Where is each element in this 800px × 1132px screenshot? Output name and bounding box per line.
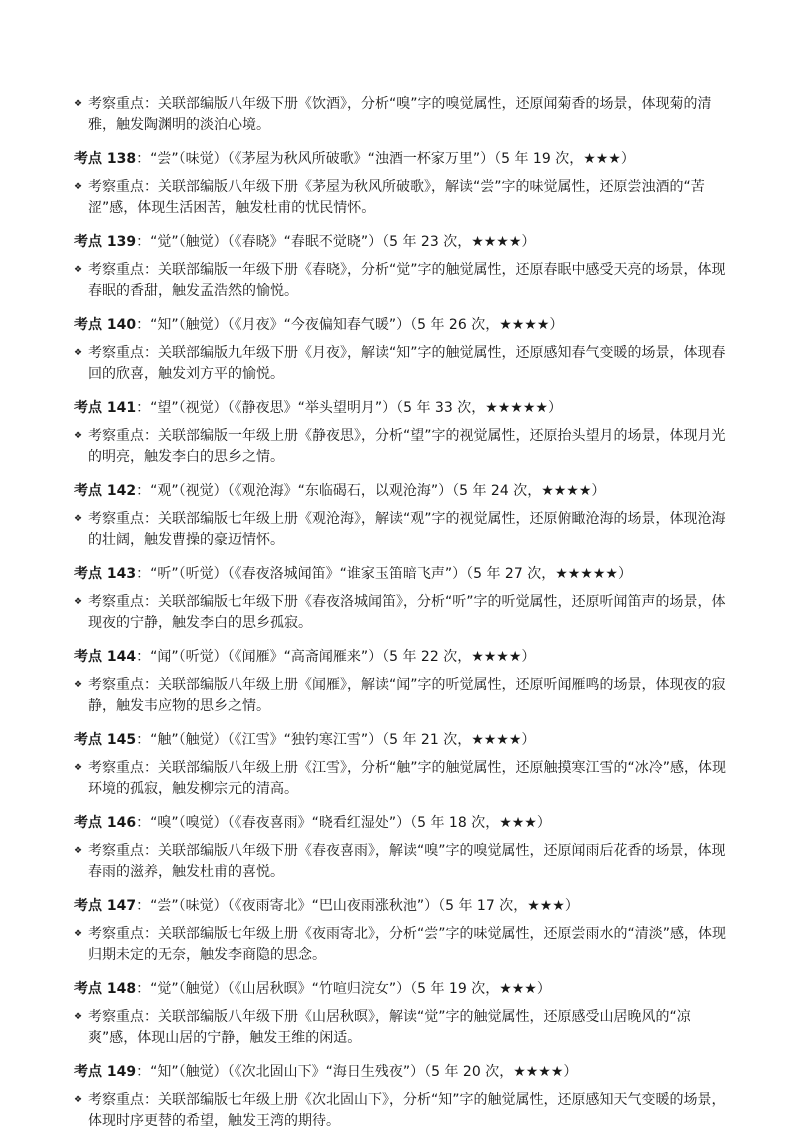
exam-point-title: ：“尝”（味觉）（《夜雨寄北》“巴山夜雨涨秋池”）（5 年 17 次，★★★） xyxy=(136,898,579,914)
focus-text: 考察重点：关联部编版七年级上册《观沧海》，解读“观”字的视觉属性，还原俯瞰沧海的场景，体现沧海的壮阔，触发曹操的豪迈情怀。 xyxy=(88,511,726,548)
diamond-bullet-icon: ❖ xyxy=(74,265,83,275)
exam-point-focus xyxy=(74,675,734,717)
focus-text: 考察重点：关联部编版八年级下册《山居秋暝》，解读“觉”字的触觉属性，还原感受山居晚风的“凉爽”感，体现山居的宁静，触发王维的闲适。 xyxy=(88,1009,691,1046)
exam-point-label: 考点 142 xyxy=(74,483,137,499)
exam-point-title: ：“知”（触觉）（《次北固山下》“海日生残夜”）（5 年 20 次，★★★★） xyxy=(136,1064,578,1080)
exam-point-label: 考点 148 xyxy=(74,981,137,997)
exam-point-title: ：“觉”（触觉）（《春晓》“春眠不觉晓”）（5 年 23 次，★★★★） xyxy=(136,234,536,250)
focus-text: 考察重点：关联部编版一年级上册《静夜思》，分析“望”字的视觉属性，还原抬头望月的场景，体现月光的明亮，触发李白的思乡之情。 xyxy=(88,428,726,465)
diamond-bullet-icon: ❖ xyxy=(74,99,83,109)
exam-point-focus xyxy=(74,509,734,551)
diamond-bullet-icon: ❖ xyxy=(74,763,83,773)
diamond-bullet-icon: ❖ xyxy=(74,1012,83,1022)
focus-text: 考察重点：关联部编版八年级上册《闻雁》，解读“闻”字的听觉属性，还原听闻雁鸣的场景，体现夜的寂静，触发韦应物的思乡之情。 xyxy=(88,677,726,714)
exam-point-focus xyxy=(74,426,734,468)
exam-point-label: 考点 147 xyxy=(74,898,137,914)
exam-point xyxy=(74,648,734,717)
diamond-bullet-icon: ❖ xyxy=(74,514,83,524)
exam-point-focus xyxy=(74,841,734,883)
exam-point xyxy=(74,565,734,634)
exam-point-title: ：“觉”（触觉）（《山居秋暝》“竹喧归浣女”）（5 年 19 次，★★★） xyxy=(136,981,551,997)
exam-point-title: ：“触”（触觉）（《江雪》“独钓寒江雪”）（5 年 21 次，★★★★） xyxy=(136,732,536,748)
exam-point-heading xyxy=(74,980,734,998)
focus-text: 考察重点：关联部编版八年级下册《茅屋为秋风所破歌》，解读“尝”字的味觉属性，还原尝浊酒的“苦涩”感，体现生活困苦，触发杜甫的忧民情怀。 xyxy=(88,179,705,216)
exam-point-label: 考点 145 xyxy=(74,732,137,748)
exam-point-focus xyxy=(74,260,734,302)
diamond-bullet-icon: ❖ xyxy=(74,348,83,358)
exam-point xyxy=(74,150,734,219)
diamond-bullet-icon: ❖ xyxy=(74,597,83,607)
exam-point xyxy=(74,1063,734,1132)
exam-point-label: 考点 144 xyxy=(74,649,137,665)
exam-point-focus xyxy=(74,1090,734,1132)
exam-point-heading xyxy=(74,482,734,500)
exam-points-list xyxy=(74,150,734,1132)
exam-point xyxy=(74,233,734,302)
exam-point-focus xyxy=(74,758,734,800)
exam-point xyxy=(74,814,734,883)
focus-text: 考察重点：关联部编版七年级下册《春夜洛城闻笛》，分析“听”字的听觉属性，还原听闻笛声的场景，体现夜的宁静，触发李白的思乡孤寂。 xyxy=(88,594,726,631)
exam-point xyxy=(74,399,734,468)
exam-point-label: 考点 139 xyxy=(74,234,137,250)
exam-point-label: 考点 141 xyxy=(74,400,137,416)
exam-point-focus xyxy=(74,924,734,966)
diamond-bullet-icon: ❖ xyxy=(74,846,83,856)
exam-point xyxy=(74,731,734,800)
diamond-bullet-icon: ❖ xyxy=(74,929,83,939)
diamond-bullet-icon: ❖ xyxy=(74,431,83,441)
exam-point-heading xyxy=(74,233,734,251)
focus-text: 考察重点：关联部编版九年级下册《月夜》，解读“知”字的触觉属性，还原感知春气变暖的场景，体现春回的欣喜，触发刘方平的愉悦。 xyxy=(88,345,726,382)
diamond-bullet-icon: ❖ xyxy=(74,680,83,690)
exam-point-heading xyxy=(74,565,734,583)
diamond-bullet-icon: ❖ xyxy=(74,182,83,192)
exam-point-label: 考点 146 xyxy=(74,815,137,831)
exam-point-title: ：“嗅”（嗅觉）（《春夜喜雨》“晓看红湿处”）（5 年 18 次，★★★） xyxy=(136,815,551,831)
exam-point-heading xyxy=(74,897,734,915)
exam-point xyxy=(74,980,734,1049)
exam-point-focus xyxy=(74,177,734,219)
exam-point xyxy=(74,316,734,385)
exam-point-heading xyxy=(74,814,734,832)
exam-point-label: 考点 143 xyxy=(74,566,137,582)
top-focus-note xyxy=(74,94,734,136)
exam-point-heading xyxy=(74,731,734,749)
exam-point-title: ：“听”（听觉）（《春夜洛城闻笛》“谁家玉笛暗飞声”）（5 年 27 次，★★★★★） xyxy=(136,566,632,582)
focus-text: 考察重点：关联部编版七年级上册《夜雨寄北》，分析“尝”字的味觉属性，还原尝雨水的“清淡”感，体现归期未定的无奈，触发李商隐的思念。 xyxy=(88,926,727,963)
exam-point-heading xyxy=(74,399,734,417)
exam-point-label: 考点 140 xyxy=(74,317,137,333)
exam-point-focus xyxy=(74,1007,734,1049)
exam-point-label: 考点 138 xyxy=(74,151,137,167)
exam-point-heading xyxy=(74,648,734,666)
focus-text: 考察重点：关联部编版一年级下册《春晓》，分析“觉”字的触觉属性，还原春眠中感受天亮的场景，体现春眠的香甜，触发孟浩然的愉悦。 xyxy=(88,262,726,299)
exam-point xyxy=(74,897,734,966)
exam-point-focus xyxy=(74,343,734,385)
focus-text: 考察重点：关联部编版八年级上册《江雪》，分析“触”字的触觉属性，还原触摸寒江雪的“冰冷”感，体现环境的孤寂，触发柳宗元的清高。 xyxy=(88,760,727,797)
exam-point-title: ：“望”（视觉）（《静夜思》“举头望明月”）（5 年 33 次，★★★★★） xyxy=(136,400,562,416)
exam-point-heading xyxy=(74,1063,734,1081)
diamond-bullet-icon: ❖ xyxy=(74,1095,83,1105)
focus-text: 考察重点：关联部编版八年级下册《春夜喜雨》，解读“嗅”字的嗅觉属性，还原闻雨后花香的场景，体现春雨的滋养，触发杜甫的喜悦。 xyxy=(88,843,726,880)
exam-point-title: ：“尝”（味觉）（《茅屋为秋风所破歌》“浊酒一杯家万里”）（5 年 19 次，★★★） xyxy=(136,151,635,167)
exam-point-title: ：“观”（视觉）（《观沧海》“东临碣石，以观沧海”）（5 年 24 次，★★★★） xyxy=(136,483,606,499)
exam-point-title: ：“闻”（听觉）（《闻雁》“高斋闻雁来”）（5 年 22 次，★★★★） xyxy=(136,649,536,665)
exam-point-title: ：“知”（触觉）（《月夜》“今夜偏知春气暖”）（5 年 26 次，★★★★） xyxy=(136,317,564,333)
exam-point-focus xyxy=(74,592,734,634)
focus-text: 考察重点：关联部编版七年级上册《次北固山下》，分析“知”字的触觉属性，还原感知天气变暖的场景，体现时序更替的希望，触发王湾的期待。 xyxy=(88,1092,726,1129)
exam-point-heading xyxy=(74,150,734,168)
exam-point-label: 考点 149 xyxy=(74,1064,137,1080)
exam-point-heading xyxy=(74,316,734,334)
focus-text: 考察重点：关联部编版八年级下册《饮酒》，分析“嗅”字的嗅觉属性，还原闻菊香的场景，体现菊的清雅，触发陶渊明的淡泊心境。 xyxy=(88,96,712,133)
exam-point xyxy=(74,482,734,551)
